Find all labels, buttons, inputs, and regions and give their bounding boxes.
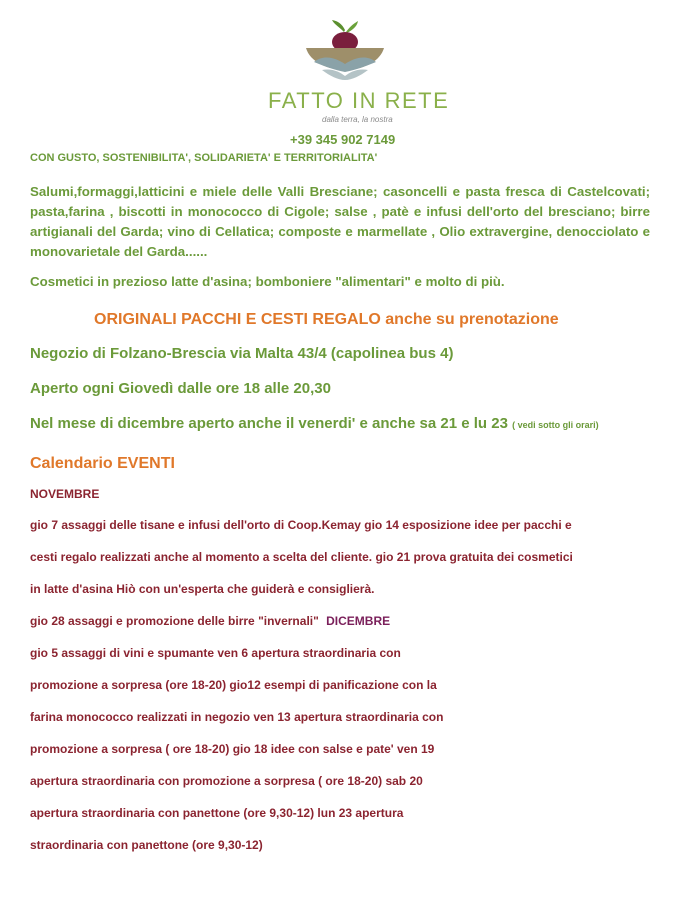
motto: CON GUSTO, SOSTENIBILITA', SOLIDARIETA' E TERRITORIALITA'	[30, 152, 378, 164]
logo	[300, 18, 390, 88]
event-line: cesti regalo realizzati anche al momento a scelta del cliente. gio 21 prova gratuita dei cosmetici	[30, 550, 573, 564]
brand-tagline: dalla terra, la nostra	[322, 115, 393, 124]
december-label: DICEMBRE	[326, 614, 391, 628]
gift-heading: ORIGINALI PACCHI E CESTI REGALO anche su prenotazione	[94, 311, 559, 328]
event-line: promozione a sorpresa (ore 18-20) gio12 esempi di panificazione con la	[30, 678, 437, 692]
event-line: apertura straordinaria con panettone (ore 9,30-12) lun 23 apertura	[30, 806, 404, 820]
event-line: apertura straordinaria con promozione a sorpresa ( ore 18-20) sab 20	[30, 774, 423, 788]
shop-address: Negozio di Folzano-Brescia via Malta 43/4 (capolinea bus 4)	[30, 345, 454, 362]
brand-name: FATTO IN RETE	[268, 88, 450, 113]
november-label: NOVEMBRE	[30, 487, 100, 501]
calendar-heading: Calendario EVENTI	[30, 455, 175, 472]
event-line: farina monococco realizzati in negozio ven 13 apertura straordinaria con	[30, 710, 444, 724]
event-line	[30, 614, 390, 628]
december-note-small: ( vedi sotto gli orari)	[512, 420, 599, 430]
event-line: straordinaria con panettone (ore 9,30-12)	[30, 838, 263, 852]
event-line: in latte d'asina Hiò con un'esperta che guiderà e consiglierà.	[30, 582, 375, 596]
december-note	[30, 415, 599, 432]
december-note-text: Nel mese di dicembre aperto anche il venerdi' e anche sa 21 e lu 23	[30, 415, 508, 432]
logo-icon	[300, 18, 390, 88]
cosmetics-description: Cosmetici in prezioso latte d'asina; bomboniere "alimentari" e molto di più.	[30, 274, 505, 289]
event-line: gio 5 assaggi di vini e spumante ven 6 apertura straordinaria con	[30, 646, 401, 660]
opening-hours: Aperto ogni Giovedì dalle ore 18 alle 20,30	[30, 380, 331, 397]
event-line: gio 7 assaggi delle tisane e infusi dell'orto di Coop.Kemay gio 14 esposizione idee per pacchi e	[30, 518, 572, 532]
phone-number: +39 345 902 7149	[290, 132, 396, 147]
event-line-text: gio 28 assaggi e promozione delle birre "invernali"	[30, 614, 319, 628]
event-line: promozione a sorpresa ( ore 18-20) gio 18 idee con salse e pate' ven 19	[30, 742, 435, 756]
products-description: Salumi,formaggi,latticini e miele delle Valli Bresciane; casoncelli e pasta fresca di Castelcovati; pasta,farina , biscotti in monococco di Cigole; salse , patè e infusi dell'orto del bresciano; birre artigianali del Garda; vino di Cellatica; composte e marmellate , Olio extravergine, denocciolato e monovarietale del Garda......	[30, 184, 650, 259]
